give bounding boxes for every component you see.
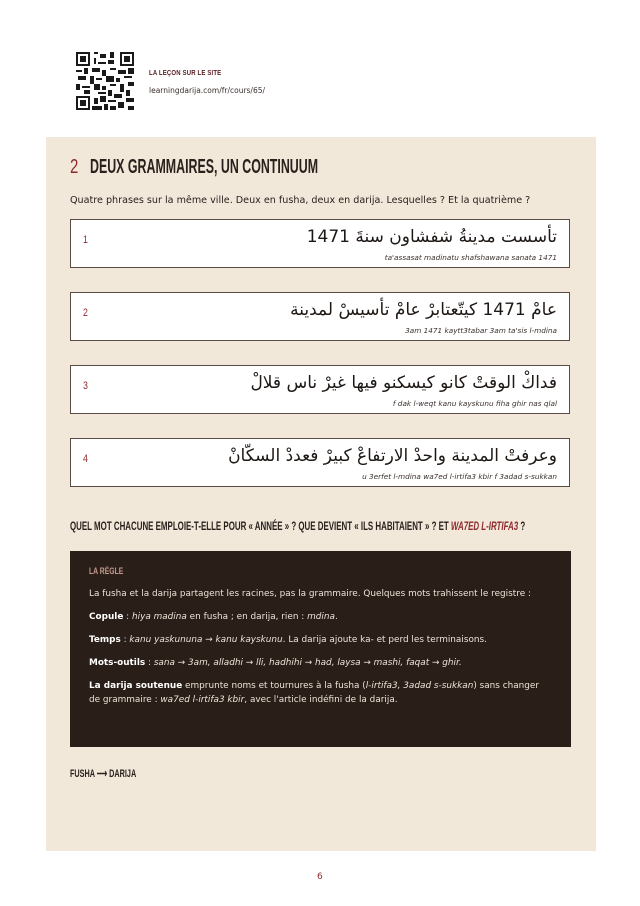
- exercise-question: QUEL MOT CHACUNE EMPLOIE-T-ELLE POUR « ANNÉE » ? QUE DEVIENT « ILS HABITAIENT » ? ET WA7ED L-IRTIFA3 ?: [70, 519, 526, 533]
- sentence-number: 3: [83, 380, 88, 392]
- sentence-arabic: وعرفتْ المدينة واحدْ الارتفاعْ كبيرْ فعددْ السكّانْ: [228, 446, 557, 466]
- sentence-arabic: فداكْ الوقتْ كانو كيسكنو فيها غيرْ ناس قلالْ: [250, 373, 557, 393]
- sentence-card: [70, 438, 570, 487]
- sentence-transliteration: 3am 1471 kaytt3tabar 3am ta'sis l-mdina: [405, 326, 557, 335]
- rule-mots-outils: Mots-outils : sana → 3am, alladhi → lli, hadhihi → had, laysa → mashi, faqat → ghir.: [89, 658, 462, 668]
- sentence-number: 4: [83, 453, 88, 465]
- qr-caption: LA LEÇON SUR LE SITE: [149, 68, 222, 77]
- sentence-number: 1: [83, 234, 88, 246]
- rule-intro: La fusha et la darija partagent les racines, pas la grammaire. Quelques mots trahissent le registre :: [89, 589, 531, 599]
- lesson-url[interactable]: learningdarija.com/fr/cours/65/: [149, 86, 266, 95]
- section-intro: Quatre phrases sur la même ville. Deux en fusha, deux en darija. Lesquelles ? Et la quatrième ?: [70, 195, 531, 206]
- rule-copule: Copule : hiya madina en fusha ; en darija, rien : mdina.: [89, 612, 338, 622]
- rule-box: [70, 551, 571, 747]
- sentence-transliteration: ta'assasat madinatu shafshawana sanata 1471: [384, 253, 557, 262]
- section-number: 2: [70, 156, 79, 178]
- sentence-arabic: عامْ 1471 كيتّعتابرْ عامْ تأسيسْ لمدينة: [290, 300, 557, 320]
- sentence-transliteration: f dak l-weqt kanu kayskunu fiha ghir nas qlal: [392, 399, 557, 408]
- rule-temps: Temps : kanu yaskununa → kanu kayskunu. La darija ajoute ka- et perd les terminaisons.: [89, 635, 487, 645]
- sentence-card: [70, 365, 570, 414]
- sentence-arabic: تأسست مدينةُ شفشاون سنةَ 1471: [306, 227, 557, 247]
- sentence-transliteration: u 3erfet l-mdina wa7ed l-irtifa3 kbir f 3adad s-sukkan: [362, 472, 557, 481]
- section-title: DEUX GRAMMAIRES, UN CONTINUUM: [90, 156, 319, 178]
- rule-darija-soutenue: La darija soutenue emprunte noms et tournures à la fusha (l-irtifa3, 3adad s-sukkan) sans changer de grammaire : wa7ed l-irtifa3 kbir, avec l'article indéfini de la darija.: [89, 681, 540, 705]
- fusha-darija-label: FUSHA ⟶ DARIJA: [70, 768, 137, 780]
- page-number: 6: [317, 872, 323, 882]
- rule-title: LA RÈGLE: [89, 566, 124, 577]
- question-emphasis: WA7ED L-IRTIFA3: [450, 519, 519, 533]
- section-header: [70, 156, 458, 182]
- sentence-card: [70, 292, 570, 341]
- qr-code-icon[interactable]: [76, 52, 134, 110]
- sentence-number: 2: [83, 307, 88, 319]
- sentence-card: [70, 219, 570, 268]
